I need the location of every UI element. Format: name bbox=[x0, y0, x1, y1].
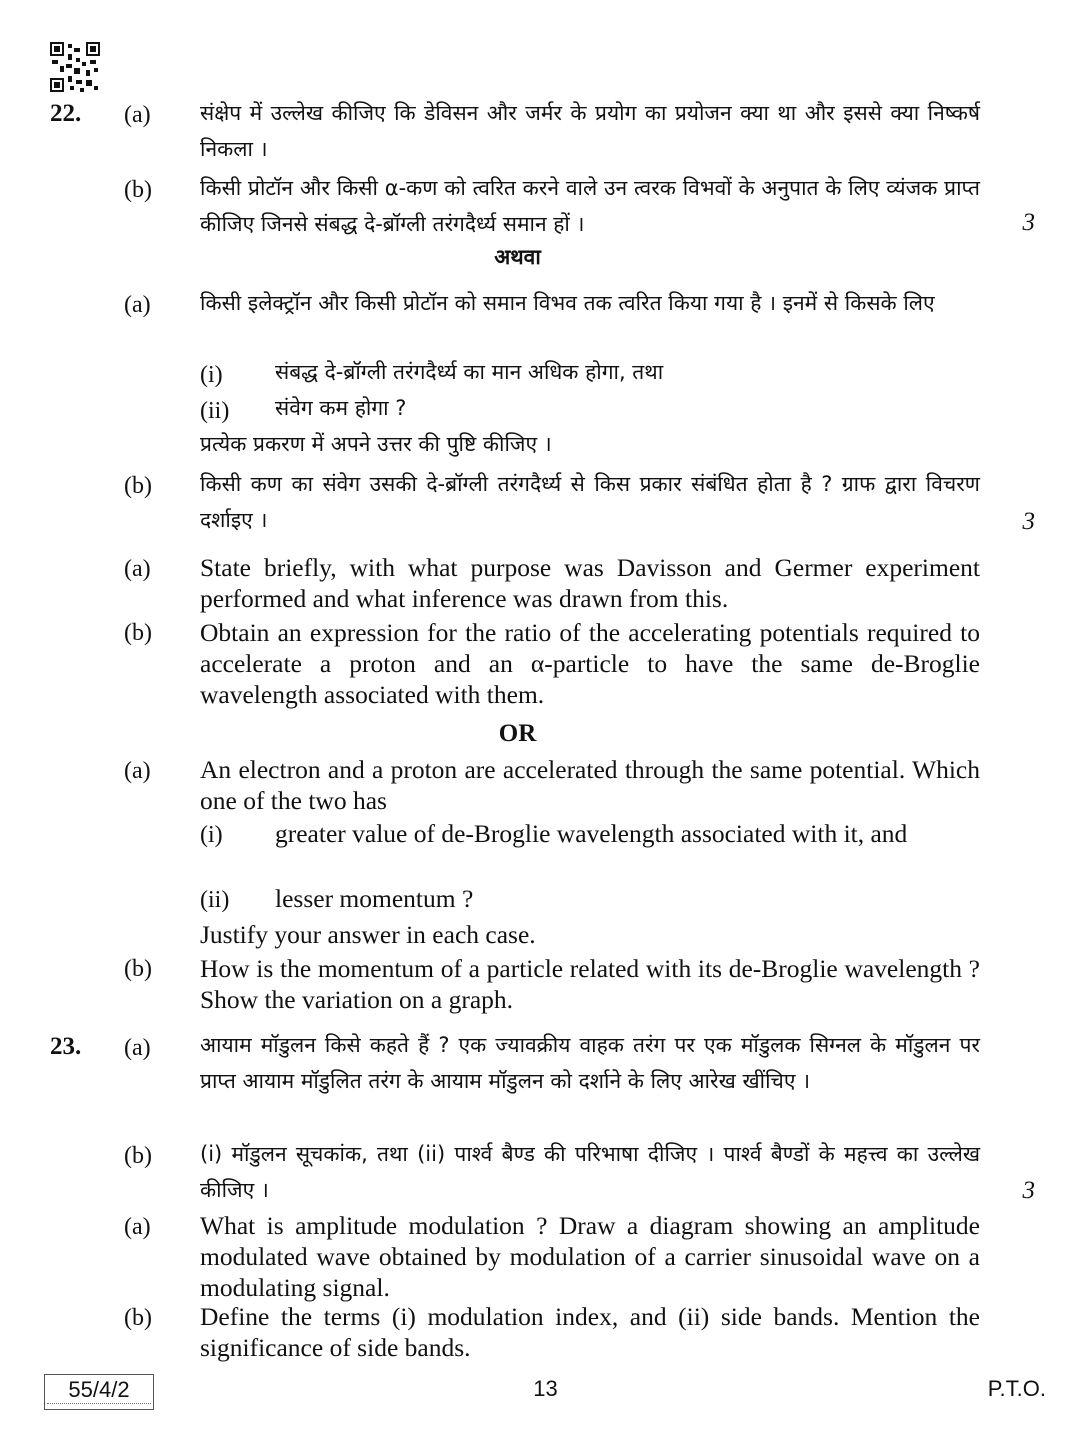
label-22-hi-or-a-ii: (ii) bbox=[200, 398, 230, 424]
page-number: 13 bbox=[533, 1376, 558, 1401]
q22-hindi-or-a-ii: संवेग कम होगा ? bbox=[275, 396, 407, 420]
label-22-en-a: (a) bbox=[124, 556, 151, 582]
question-number-22: 22. bbox=[50, 100, 82, 127]
q22-hindi-or-part-b: किसी कण का संवेग उसकी दे-ब्रॉग्ली तरंगदैर्ध्य से किस प्रकार संबंधित होता है ? ग्राफ द्वारा विचरण दर्शाइए । bbox=[200, 472, 980, 532]
q22-english-or-part-a: An electron and a proton are accelerated through the same potential. Which one of the two has bbox=[200, 755, 980, 815]
q23-hindi-part-a: आयाम मॉडुलन किसे कहते हैं ? एक ज्यावक्रीय वाहक तरंग पर एक मॉडुलक सिग्नल के मॉडुलन पर प्राप्त आयाम मॉडुलित तरंग के आयाम मॉडुलन को दर्शाने के लिए आरेख खींचिए । bbox=[200, 1033, 980, 1093]
label-22-hi-or-a: (a) bbox=[124, 292, 151, 318]
label-22-en-or-b: (b) bbox=[124, 956, 152, 982]
q22-english-part-a: State briefly, with what purpose was Davisson and Germer experiment performed and what inference was drawn from this. bbox=[200, 553, 980, 613]
marks-22-first: 3 bbox=[1022, 209, 1035, 236]
q22-hindi-part-a: संक्षेप में उल्लेख कीजिए कि डेविसन और जर्मर के प्रयोग का प्रयोजन क्या था और इससे क्या निष्कर्ष निकला । bbox=[200, 101, 980, 161]
label-22-hi-or-a-i: (i) bbox=[200, 362, 223, 388]
q22-hindi-or-part-a: किसी इलेक्ट्रॉन और किसी प्रोटॉन को समान विभव तक त्वरित किया गया है । इनमें से किसके लिए bbox=[200, 291, 935, 315]
pto-label: P.T.O. bbox=[987, 1376, 1046, 1401]
label-22-en-or-a-i: (i) bbox=[200, 822, 223, 848]
q23-english-part-a: What is amplitude modulation ? Draw a diagram showing an amplitude modulated wave obtained by modulation of a carrier sinusoidal wave on a modulating signal. bbox=[200, 1211, 980, 1302]
label-23-hi-a: (a) bbox=[124, 1035, 151, 1061]
label-23-en-b: (b) bbox=[124, 1305, 152, 1331]
q22-english-or-part-b: How is the momentum of a particle related with its de-Broglie wavelength ? Show the variation on a graph. bbox=[200, 954, 980, 1014]
q22-english-or-a-i: greater value of de-Broglie wavelength associated with it, and bbox=[275, 819, 908, 848]
q22-english-part-b: Obtain an expression for the ratio of the accelerating potentials required to accelerate a proton and an α-particle to have the same de-Broglie wavelength associated with them. bbox=[200, 618, 980, 709]
label-22-en-or-a-ii: (ii) bbox=[200, 887, 230, 913]
or-divider-english-22: OR bbox=[498, 720, 537, 747]
question-number-23: 23. bbox=[50, 1033, 82, 1060]
label-22-hi-b: (b) bbox=[124, 177, 152, 203]
marks-23: 3 bbox=[1022, 1177, 1035, 1204]
q22-hindi-or-a-i: संबद्ध दे-ब्रॉग्ली तरंगदैर्ध्य का मान अधिक होगा, तथा bbox=[275, 360, 664, 384]
q23-english-part-b: Define the terms (i) modulation index, and (ii) side bands. Mention the significance of side bands. bbox=[200, 1302, 980, 1362]
q22-hindi-or-a-justify: प्रत्येक प्रकरण में अपने उत्तर की पुष्टि कीजिए । bbox=[200, 432, 552, 456]
paper-code-fine-print bbox=[47, 1403, 151, 1407]
qr-code-icon bbox=[50, 42, 100, 92]
label-22-hi-or-b: (b) bbox=[124, 473, 152, 499]
label-23-hi-b: (b) bbox=[124, 1143, 152, 1169]
paper-code: 55/4/2 bbox=[68, 1377, 130, 1402]
q22-hindi-part-b: किसी प्रोटॉन और किसी α-कण को त्वरित करने वाले उन त्वरक विभवों के अनुपात के लिए व्यंजक प्राप्त कीजिए जिनसे संबद्ध दे-ब्रॉग्ली तरंगदैर्ध्य समान हों । bbox=[200, 176, 980, 236]
q22-english-or-a-justify: Justify your answer in each case. bbox=[200, 920, 536, 949]
q23-hindi-part-b: (i) मॉडुलन सूचकांक, तथा (ii) पार्श्व बैण्ड की परिभाषा दीजिए । पार्श्व बैण्डों के महत्त्व का उल्लेख कीजिए । bbox=[200, 1142, 980, 1202]
label-22-hi-a: (a) bbox=[124, 102, 151, 128]
q22-english-or-a-ii: lesser momentum ? bbox=[275, 884, 474, 913]
label-22-en-or-a: (a) bbox=[124, 758, 151, 784]
label-23-en-a: (a) bbox=[124, 1214, 151, 1240]
marks-22-second: 3 bbox=[1022, 508, 1035, 535]
or-divider-hindi-22: अथवा bbox=[494, 245, 541, 269]
label-22-en-b: (b) bbox=[124, 620, 152, 646]
